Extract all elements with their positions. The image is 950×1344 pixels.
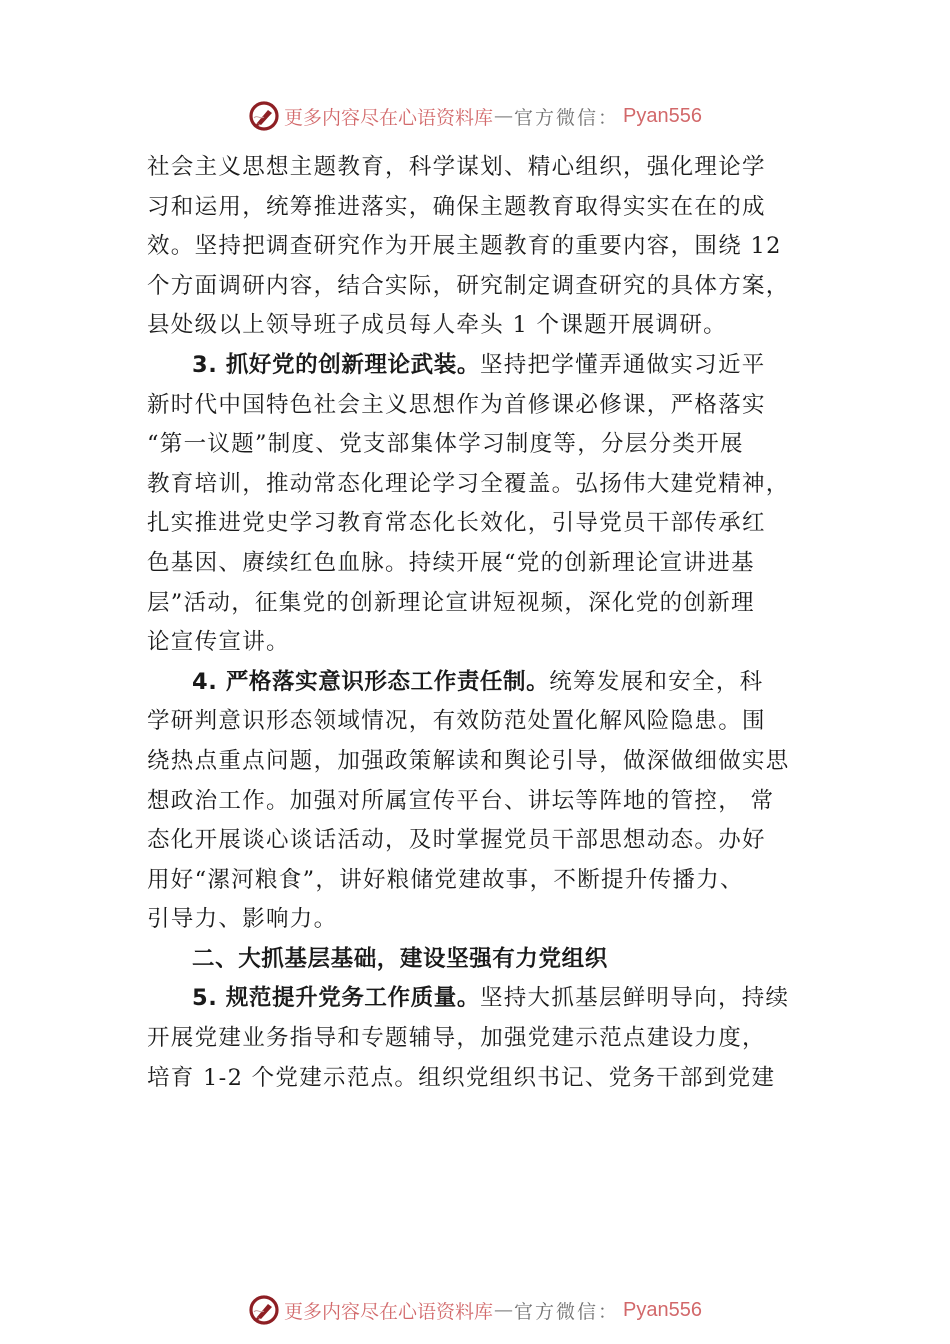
text-line: 绕热点重点问题，加强政策解读和舆论引导，做深做细做实思 — [147, 747, 790, 774]
text-line — [147, 663, 837, 703]
item-4-title: 4. 严格落实意识形态工作责任制。 — [192, 668, 550, 695]
pen-nib-circle-icon — [248, 100, 280, 132]
watermark-dash: — — [494, 1299, 514, 1321]
text-line: “第一议题”制度、党支部集体学习制度等，分层分类开展 — [147, 431, 744, 458]
item-4-paragraph — [147, 663, 837, 940]
text-line: 新时代中国特色社会主义思想作为首修课必修课，严格落实 — [147, 391, 766, 418]
text-line — [147, 979, 837, 1019]
header-watermark — [0, 96, 950, 136]
text-line: 论宣传宣讲。 — [147, 629, 290, 656]
item-5-title: 5. 规范提升党务工作质量。 — [192, 985, 480, 1012]
text-line: 态化开展谈心谈话活动，及时掌握党员干部思想动态。办好 — [147, 827, 766, 854]
watermark-brand-text: 更多内容尽在心语资料库 — [284, 1300, 494, 1323]
footer-watermark — [0, 1290, 950, 1330]
text-line: 引导力、影响力。 — [147, 906, 338, 933]
text-line: 社会主义思想主题教育，科学谋划、精心组织，强化理论学 — [147, 154, 766, 180]
section-2-heading: 二、大抓基层基础，建设坚强有力党组织 — [192, 945, 608, 972]
text-line: 层”活动，征集党的创新理论宣讲短视频，深化党的创新理 — [147, 589, 755, 616]
watermark-brand-text: 更多内容尽在心语资料库 — [284, 106, 494, 129]
text-line: 培育 1-2 个党建示范点。组织党组织书记、党务干部到党建 — [147, 1064, 776, 1091]
text-line: 习和运用，统筹推进落实，确保主题教育取得实实在在的成 — [147, 193, 766, 220]
pen-nib-circle-icon — [248, 1294, 280, 1326]
item-3-title: 3. 抓好党的创新理论武装。 — [192, 351, 480, 378]
watermark-wechat-id: Pyan556 — [623, 104, 702, 127]
text-line: 效。坚持把调查研究作为开展主题教育的重要内容，围绕 12 — [147, 233, 782, 260]
item-3-paragraph — [147, 346, 837, 663]
item-5-text: 坚持大抓基层鲜明导向，持续 — [479, 985, 790, 1012]
item-5-paragraph — [147, 979, 837, 1098]
watermark-official-label: 官方微信： — [514, 1300, 620, 1323]
item-3-text: 坚持把学懂弄通做实习近平 — [479, 351, 766, 378]
text-line — [147, 346, 837, 386]
text-line: 用好“漯河粮食”，讲好粮储党建故事，不断提升传播力、 — [147, 866, 744, 893]
watermark-official-label: 官方微信： — [514, 106, 620, 129]
text-line: 想政治工作。加强对所属宣传平台、讲坛等阵地的管控， 常 — [147, 787, 775, 814]
document-body — [147, 148, 837, 1098]
text-line: 个方面调研内容，结合实际，研究制定调查研究的具体方案， — [147, 272, 790, 299]
paragraph-continuation — [147, 148, 837, 346]
text-line: 学研判意识形态领域情况，有效防范处置化解风险隐患。围 — [147, 708, 766, 735]
watermark-wechat-id: Pyan556 — [623, 1298, 702, 1321]
text-line: 扎实推进党史学习教育常态化长效化，引导党员干部传承红 — [147, 510, 766, 537]
text-line: 开展党建业务指导和专题辅导，加强党建示范点建设力度， — [147, 1025, 766, 1052]
item-4-text: 统筹发展和安全，科 — [549, 668, 764, 695]
text-line: 教育培训，推动常态化理论学习全覆盖。弘扬伟大建党精神， — [147, 470, 790, 497]
text-line: 色基因、赓续红色血脉。持续开展“党的创新理论宣讲进基 — [147, 549, 755, 576]
watermark-dash: — — [494, 105, 514, 127]
text-line: 县处级以上领导班子成员每人牵头 1 个课题开展调研。 — [147, 312, 727, 339]
